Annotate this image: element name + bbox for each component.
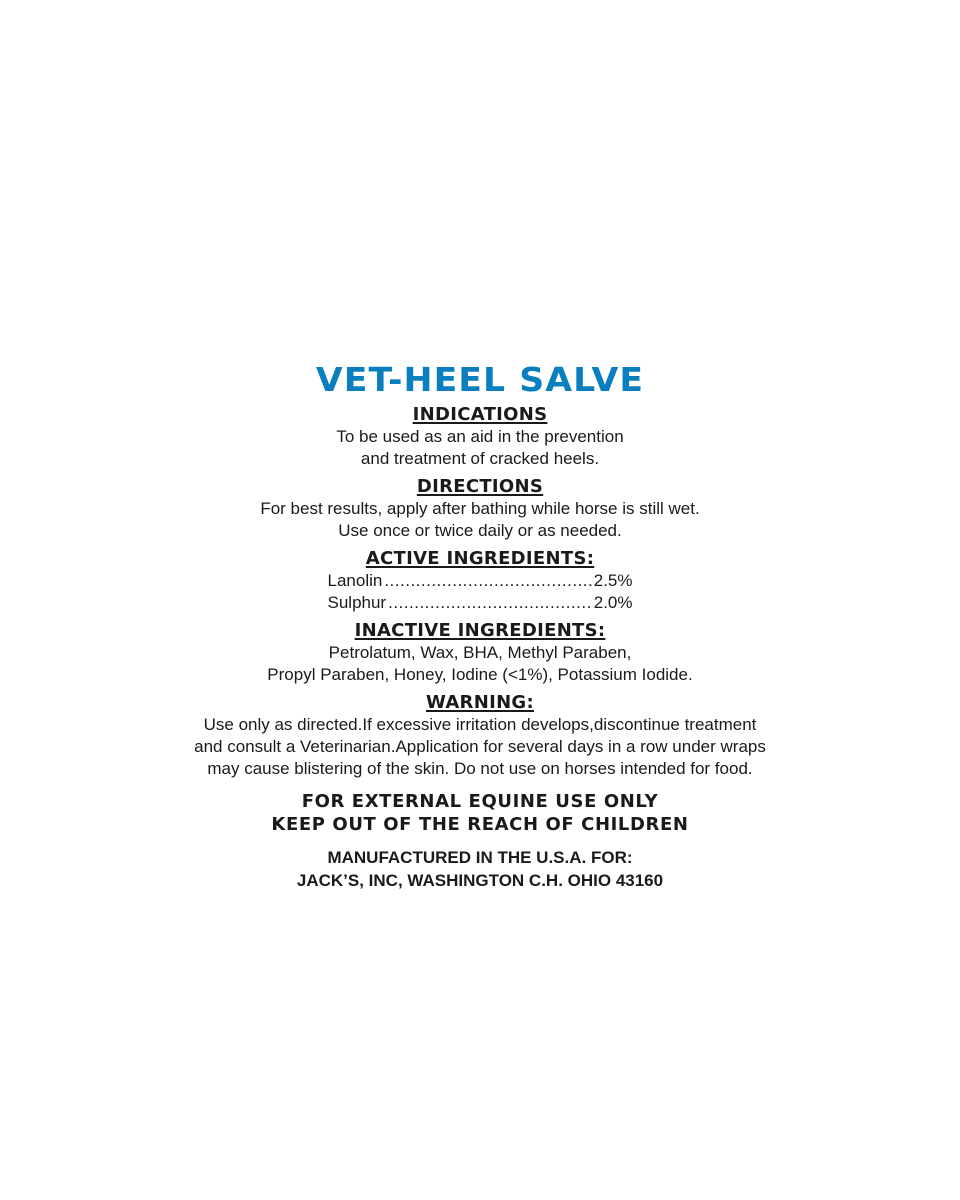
manufacturer-address: JACK’S, INC, WASHINGTON C.H. OHIO 43160	[296, 871, 664, 890]
warning-line: Use only as directed.If excessive irritation develops,discontinue treatment	[203, 715, 757, 734]
indications-section	[0, 404, 960, 470]
directions-heading: DIRECTIONS	[416, 476, 544, 497]
warning-line: and consult a Veterinarian.Application for several days in a row under wraps	[194, 737, 766, 756]
inactive-ingredients-section	[0, 620, 960, 686]
warning-section	[0, 692, 960, 780]
warning-line: may cause blistering of the skin. Do not use on horses intended for food.	[207, 759, 753, 778]
inactive-ingredients-line: Petrolatum, Wax, BHA, Methyl Paraben,	[328, 643, 632, 662]
manufacturer-section	[0, 846, 960, 892]
ingredient-row	[328, 570, 633, 592]
inactive-ingredients-line: Propyl Paraben, Honey, Iodine (<1%), Potassium Iodide.	[267, 665, 693, 684]
product-title: VET-HEEL SALVE	[315, 360, 645, 399]
ingredient-value: 2.0%	[593, 593, 633, 612]
ingredient-value: 2.5%	[593, 571, 633, 590]
product-label	[0, 362, 960, 892]
notices-section	[0, 790, 960, 836]
ingredient-name: Sulphur	[327, 593, 387, 612]
inactive-ingredients-heading: INACTIVE INGREDIENTS:	[354, 620, 606, 641]
indications-line: To be used as an aid in the prevention	[336, 427, 624, 446]
active-ingredients-heading: ACTIVE INGREDIENTS:	[365, 548, 595, 569]
directions-section	[0, 476, 960, 542]
indications-heading: INDICATIONS	[412, 404, 548, 425]
directions-line: For best results, apply after bathing while horse is still wet.	[260, 499, 700, 518]
dot-leader	[384, 570, 591, 592]
ingredient-row	[328, 592, 633, 614]
indications-line: and treatment of cracked heels.	[360, 449, 600, 468]
ingredient-name: Lanolin	[327, 571, 383, 590]
active-ingredients-list	[328, 570, 633, 614]
external-use-notice: FOR EXTERNAL EQUINE USE ONLY	[301, 791, 659, 812]
manufactured-in-line: MANUFACTURED IN THE U.S.A. FOR:	[327, 848, 633, 867]
warning-heading: WARNING:	[425, 692, 535, 713]
directions-line: Use once or twice daily or as needed.	[338, 521, 622, 540]
active-ingredients-section	[0, 548, 960, 614]
keep-out-of-reach-notice: KEEP OUT OF THE REACH OF CHILDREN	[271, 814, 689, 835]
dot-leader	[388, 592, 592, 614]
